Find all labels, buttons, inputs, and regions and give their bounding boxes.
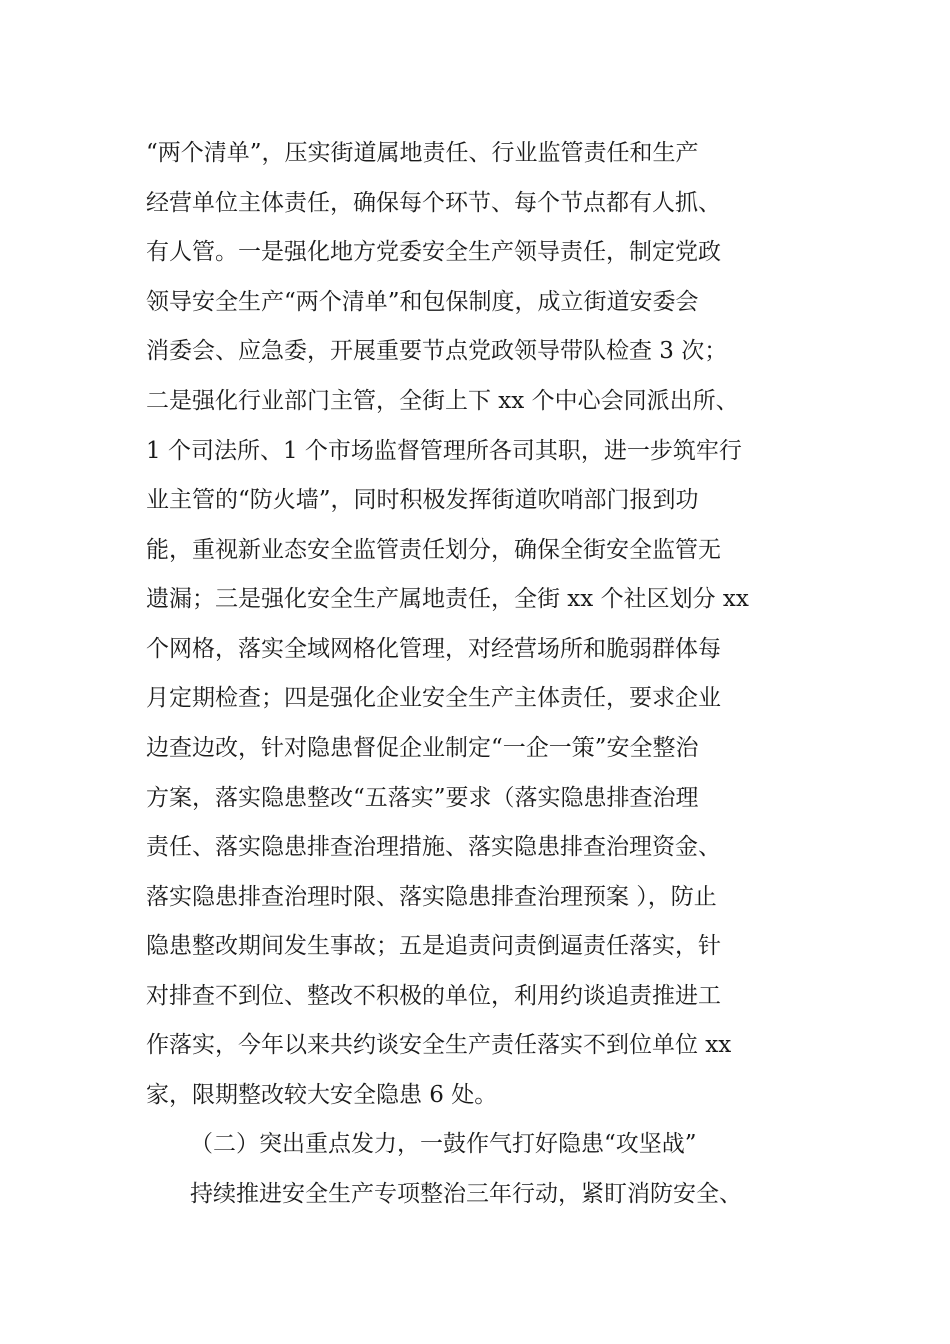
body-line-2: 经营单位主体责任，确保每个环节、每个节点都有人抓、 (146, 190, 721, 216)
body-line-19: 作落实，今年以来共约谈安全生产责任落实不到位单位 xx (146, 1032, 732, 1058)
body-line-3: 有人管。一是强化地方党委安全生产领导责任，制定党政 (146, 239, 721, 265)
body-line-1: “两个清单”，压实街道属地责任、行业监管责任和生产 (146, 140, 699, 166)
body-line-8: 业主管的“防火墙”，同时积极发挥街道吹哨部门报到功 (146, 487, 699, 513)
body-line-13: 边查边改，针对隐患督促企业制定“一企一策”安全整治 (146, 735, 699, 761)
body-line-16: 落实隐患排查治理时限、落实隐患排查治理预案 ），防止 (146, 884, 717, 910)
body-line-4: 领导安全生产“两个清单”和包保制度，成立街道安委会 (146, 289, 699, 315)
section-heading: （二）突出重点发力，一鼓作气打好隐患“攻坚战” (190, 1131, 697, 1157)
body-line-12: 月定期检查；四是强化企业安全生产主体责任，要求企业 (146, 685, 721, 711)
body-line-last: 持续推进安全生产专项整治三年行动，紧盯消防安全、 (190, 1181, 742, 1207)
body-line-9: 能，重视新业态安全监管责任划分，确保全街安全监管无 (146, 537, 721, 563)
body-line-20: 家，限期整改较大安全隐患 6 处。 (146, 1082, 498, 1108)
body-line-5: 消委会、应急委，开展重要节点党政领导带队检查 3 次； (146, 338, 728, 364)
body-line-17: 隐患整改期间发生事故；五是追责问责倒逼责任落实，针 (146, 933, 721, 959)
body-line-15: 责任、落实隐患排查治理措施、落实隐患排查治理资金、 (146, 834, 721, 860)
body-line-10: 遗漏；三是强化安全生产属地责任，全街 xx 个社区划分 xx (146, 586, 749, 612)
body-line-6: 二是强化行业部门主管，全街上下 xx 个中心会同派出所、 (146, 388, 739, 414)
body-line-11: 个网格，落实全域网格化管理，对经营场所和脆弱群体每 (146, 636, 721, 662)
body-line-18: 对排查不到位、整改不积极的单位，利用约谈追责推进工 (146, 983, 721, 1009)
body-line-7: 1 个司法所、1 个市场监督管理所各司其职，进一步筑牢行 (146, 438, 742, 464)
body-line-14: 方案，落实隐患整改“五落实”要求（落实隐患排查治理 (146, 785, 699, 811)
